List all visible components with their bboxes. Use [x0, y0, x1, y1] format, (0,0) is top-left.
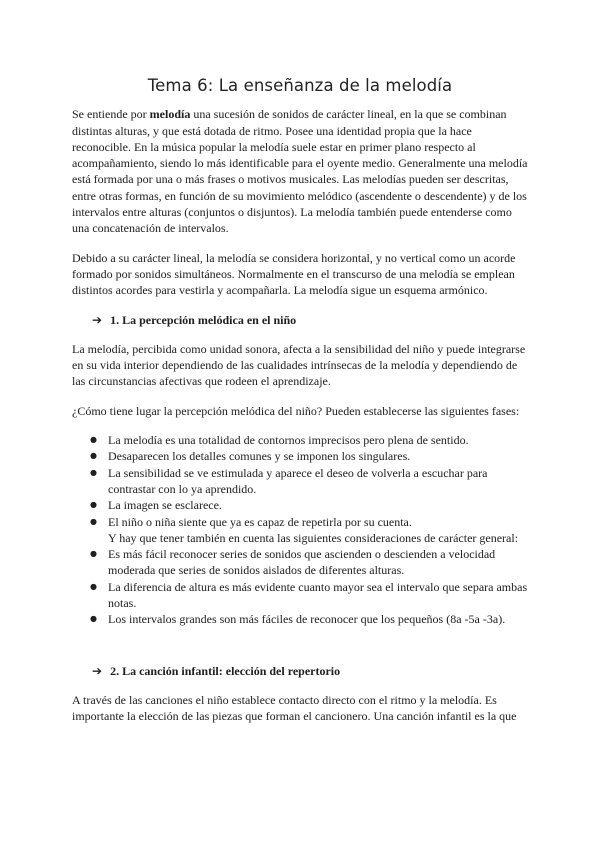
arrow-right-icon: ➔ — [92, 312, 103, 327]
intro-p1-pre: Se entiende por — [72, 107, 150, 122]
phases-list — [72, 432, 528, 628]
list-item: ● La sensibilidad se ve estimulada y aparece el deseo de volverla a escuchar para contrastar con lo ya aprendido. — [90, 465, 528, 498]
melodia-bold-term: melodía — [149, 107, 191, 122]
list-item: ● La melodía es una totalidad de contornos imprecisos pero plena de sentido. — [90, 432, 528, 448]
arrow-right-icon: ➔ — [92, 663, 103, 678]
list-item: ● La diferencia de altura es más evidente cuanto mayor sea el intervalo que separa ambas notas. — [90, 579, 528, 612]
intro-p1-post: una sucesión de sonidos de carácter lineal, en la que se combinan distintas alturas, y que está dotada de ritmo. Posee una identidad propia que la hace reconocible. En la música popular la melodía suele estar en primer plano respecto al acompañamiento, siendo lo más identificable para el oyente medio. Generalmente una melodía está formada por una o más frases o motivos musicales. Las melodías pueden ser descritas, entre otras formas, en función de su movimiento melódico (ascendente o descendente) y de los intervalos entre alturas (conjuntos o disjuntos). La melodía también puede entenderse como una concatenación de intervalos. — [72, 107, 528, 236]
section-1-paragraph-2: ¿Cómo tiene lugar la percepción melódica del niño? Pueden establecerse las siguientes fases: — [72, 403, 520, 418]
section-2-title: 2. La canción infantil: elección del repertorio — [110, 663, 341, 678]
section-2-heading — [92, 663, 528, 679]
list-continuation-text: Y hay que tener también en cuenta las siguientes consideraciones de carácter general: — [108, 530, 519, 545]
list-item: ● Es más fácil reconocer series de sonidos que ascienden o descienden a velocidad moderada que series de sonidos aislados de diferentes alturas. — [90, 546, 528, 579]
page-title: Tema 6: La enseñanza de la melodía — [147, 76, 453, 95]
list-item: ● Los intervalos grandes son más fáciles de reconocer que los pequeños (8a -5a -3a). — [90, 611, 528, 627]
section-1-title: 1. La percepción melódica en el niño — [110, 312, 297, 327]
intro-paragraph-1 — [72, 106, 528, 236]
section-1-heading — [92, 312, 528, 328]
list-item: ● Desaparecen los detalles comunes y se imponen los singulares. — [90, 448, 528, 464]
intro-paragraph-2: Debido a su carácter lineal, la melodía se considera horizontal, y no vertical como un acorde formado por sonidos simultáneos. Normalmente en el transcurso de una melodía se emplean distintos acordes para vestirla y acompañarla. La melodía sigue un esquema armónico. — [72, 250, 516, 298]
list-item: ● La imagen se esclarece. — [90, 497, 528, 513]
section-2-paragraph-1: A través de las canciones el niño establece contacto directo con el ritmo y la melodía. Es importante la elección de las piezas que forman el cancionero. Una canción infantil es la que — [72, 692, 517, 724]
list-item: ● El niño o niña siente que ya es capaz de repetirla por su cuenta. — [90, 514, 528, 530]
section-1-paragraph-1: La melodía, percibida como unidad sonora, afecta a la sensibilidad del niño y puede integrarse en su vida interior dependiendo de las cualidades intrínsecas de la melodía y dependiendo de las circunstancias afectivas que rodeen el aprendizaje. — [72, 341, 526, 389]
